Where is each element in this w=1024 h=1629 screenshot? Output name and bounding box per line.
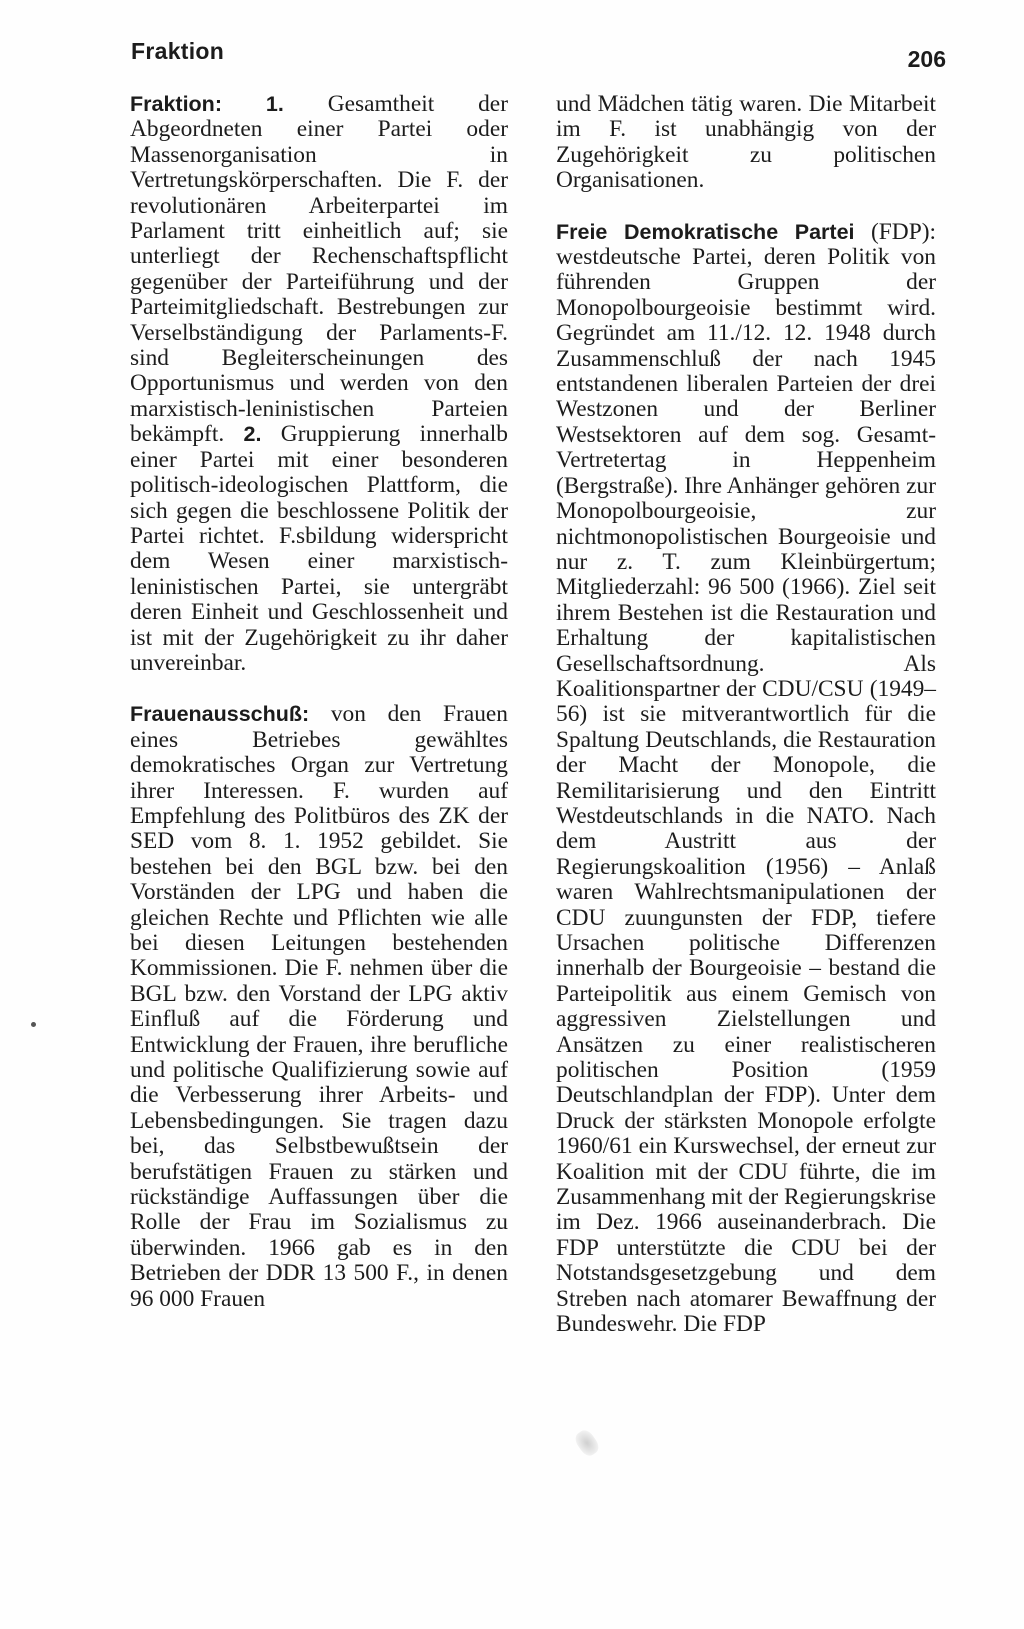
- entry-text: Gruppierung innerhalb einer Partei mit einer besonderen politisch-ideologischen Plattform, die sich gegen die beschlossene Politik der Partei richtet. F.sbildung widerspricht dem Wesen einer marxistisch-leninistischen Partei, sie untergräbt deren Einheit und Geschlossenheit und ist mit der Zugehörigkeit zu ihr daher unvereinbar.: [130, 421, 508, 676]
- sense-number: 1.: [265, 92, 284, 116]
- print-smudge: [572, 1427, 602, 1459]
- entry-paragraph: [130, 702, 508, 1312]
- headword: Fraktion:: [130, 92, 222, 116]
- right-column: [556, 92, 936, 1364]
- entry-paragraph: und Mädchen tätig waren. Die Mitarbeit im F. ist unabhängig von der Zugehörigkeit zu politischen Organisationen.: [556, 91, 936, 194]
- entry-continuation: [556, 92, 936, 194]
- entry-frauenausschuss: [130, 702, 508, 1312]
- print-speck: [31, 1022, 36, 1027]
- entry-paragraph: [130, 92, 508, 676]
- headword: Freie Demokratische Partei: [556, 219, 855, 244]
- running-head: Fraktion: [131, 38, 225, 64]
- sense-number: 2.: [243, 422, 262, 447]
- entry-text: (FDP): westdeutsche Partei, deren Politik von führenden Gruppen der Monopolbourgeoisie bestimmt wird. Gegründet am 11./12. 12. 1948 durch Zusammenschluß der nach 1945 entstandenen liberalen Parteien der drei Westzonen und der Berliner Westsektoren auf dem sog. Gesamt-Vertretertag in Heppenheim (Bergstraße). Ihre Anhänger gehören zur Monopolbourgeoisie, zur nichtmonopolistischen Bourgeoisie und nur z. T. zum Kleinbürgertum; Mitgliederzahl: 96 500 (1966). Ziel seit ihrem Bestehen ist die Restauration und Erhaltung der kapitalistischen Gesellschaftsordnung. Als Koalitionspartner der CDU/CSU (1949–56) ist sie mitverantwortlich für die Spaltung Deutschlands, die Restauration der Macht der Monopole, die Remilitarisierung und den Eintritt Westdeutschlands in die NATO. Nach dem Austritt aus der Regierungskoalition (1956) – Anlaß waren Wahlrechtsmanipulationen der CDU zuungunsten der FDP, tiefere Ursachen politische Differenzen innerhalb der Bourgeoisie – bestand die Parteipolitik aus einem Gemisch von aggressiven Zielstellungen und Ansätzen zu einer realistischeren politischen Position (1959 Deutschlandplan der FDP). Unter dem Druck der stärksten Monopole erfolgte 1960/61 ein Kurswechsel, der erneut zur Koalition mit der CDU führte, die im Zusammenhang mit der Regierungskrise im Dez. 1966 auseinanderbrach. Die FDP unterstützte die CDU bei der Notstandsgesetzgebung und dem Streben nach atomarer Bewaffnung der Bundeswehr. Die FDP: [556, 218, 937, 1338]
- left-column: [130, 92, 508, 1338]
- entry-paragraph: [556, 220, 936, 1338]
- entry-fdp: [556, 220, 936, 1338]
- entry-text: von den Frauen eines Betriebes gewähltes demokratisches Organ zur Vertretung ihrer Interessen. F. wurden auf Empfehlung des Politbüros des ZK der SED vom 8. 1. 1952 gebildet. Sie bestehen bei den BGL bzw. bei den Vorständen der LPG und haben die gleichen Rechte und Pflichten wie alle bei diesen Leitungen bestehenden Kommissionen. Die F. nehmen über die BGL bzw. den Vorstand der LPG aktiv Einfluß auf die Förderung und Entwicklung der Frauen, ihre berufliche und politische Qualifizierung sowie auf die Verbesserung ihrer Arbeits- und Lebensbedingungen. Sie tragen dazu bei, das Selbstbewußtsein der berufstätigen Frauen zu stärken und rückständige Auffassungen über die Rolle der Frau im Sozialismus zu überwinden. 1966 gab es in den Betrieben der DDR 13 500 F., in denen 96 000 Frauen: [130, 701, 508, 1312]
- entry-fraktion: [130, 92, 508, 676]
- page-number: 206: [907, 46, 946, 72]
- headword: Frauenausschuß:: [130, 702, 310, 727]
- entry-text: Gesamtheit der Abgeordneten einer Partei oder Massenorganisation in Vertretungskörperschaften. Die F. der revolutionären Arbeiterpartei im Parlament tritt einheitlich auf; sie unterliegt der Rechenschaftspflicht gegenüber der Parteiführung und der Parteimitgliedschaft. Bestrebungen zur Verselbständigung der Parlaments-F. sind Begleiterscheinungen des Opportunismus und werden von den marxistisch-leninistischen Parteien bekämpft.: [130, 91, 508, 448]
